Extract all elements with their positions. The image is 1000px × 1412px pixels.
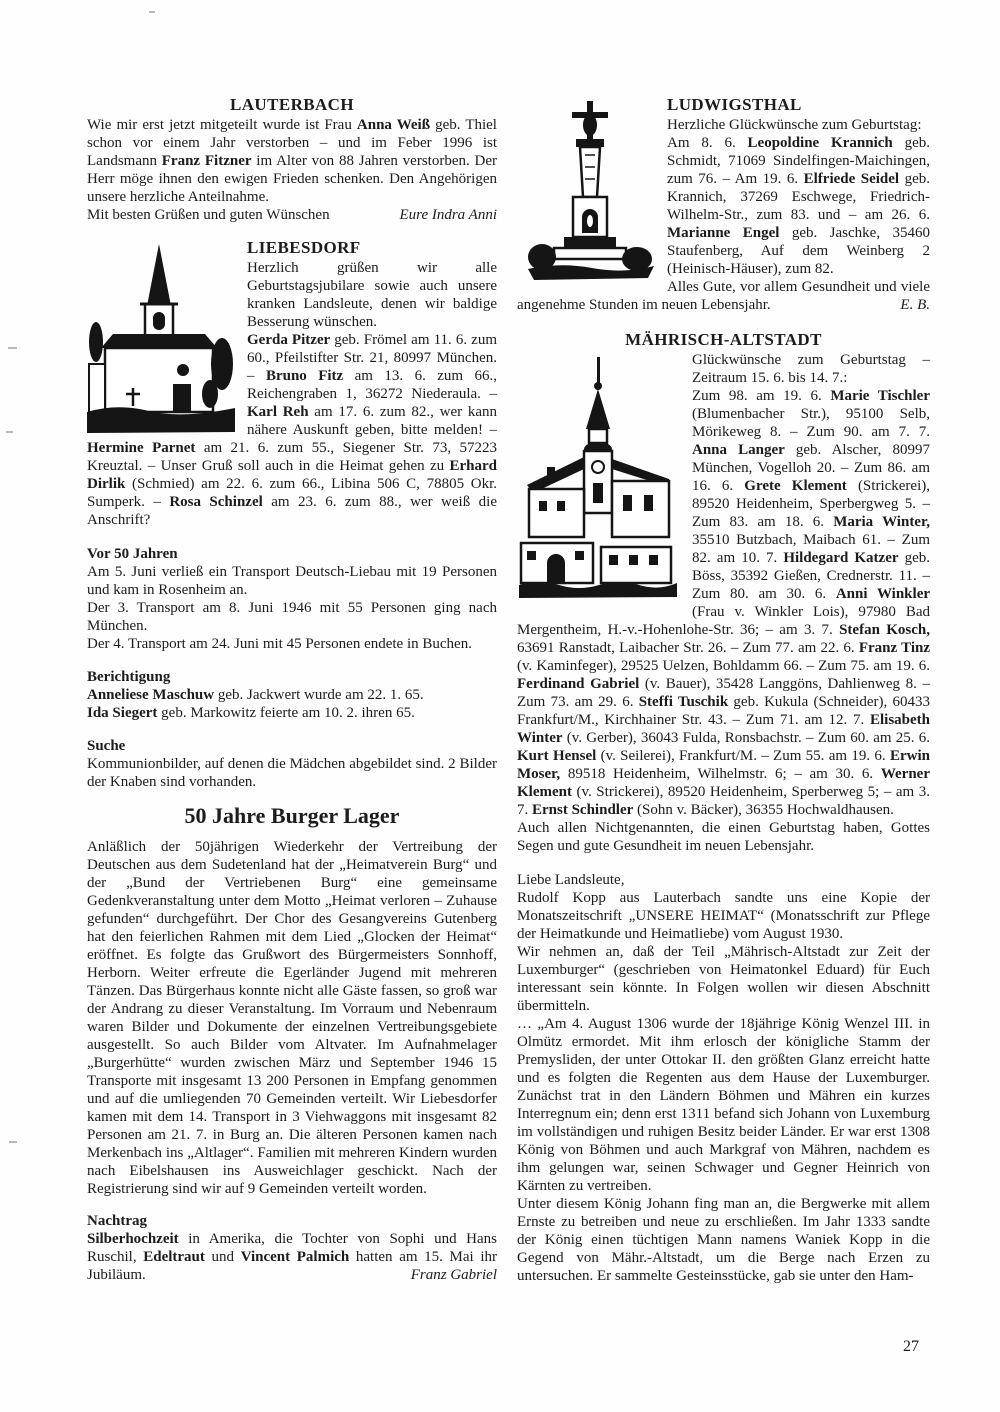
section-lauterbach [87, 95, 497, 224]
scan-speck [149, 11, 155, 13]
lauterbach-paragraph: Wie mir erst jetzt mitgeteilt wurde ist Frau Anna Weiß geb. Thiel schon vor einem Jahr verstorben – und im Feber 1996 ist Landsmann Franz Fitzner im Alter von 88 Jahren verstorben. Der Herr möge ihnen den ewigen Frieden schenken. Den Angehörigen unsere herzliche Anteilnahme. [87, 117, 497, 205]
transport-paragraph: Am 5. Juni verließ ein Transport Deutsch-Liebau mit 19 Personen und kam in Rosenheim an. [87, 564, 497, 598]
search-paragraph: Kommunionbilder, auf denen die Mädchen abgebildet sind. 2 Bilder der Knaben sind vorhanden. [87, 756, 497, 790]
ludwigsthal-intro: Herzliche Glückwünsche zum Geburtstag: [667, 117, 922, 133]
section-title-ludwigsthal: LUDWIGSTHAL [667, 95, 802, 114]
page-number: 27 [903, 1338, 919, 1355]
scan-speck [8, 347, 17, 349]
subhead-berichtigung: Berichtigung [87, 669, 171, 685]
ludwigsthal-closing: Alles Gute, vor allem Gesundheit und viele angenehme Stunden im neuen Lebensjahr. [517, 279, 930, 313]
history-paragraph: Unter diesem König Johann fing man an, die Bergwerke mit allem Ernste zu betreiben und neue zu erschließen. Im Jahr 1333 sandte der König einen tüchtigen Mann namens Waniek Kopp in die Gegend von Mähr.-Altstadt, um die Berge nach Erzen zu untersuchen. Er sammelte Gesteinsstücke, gab sie unter den Ham- [517, 1196, 930, 1284]
landsleute-paragraph: Wir nehmen an, daß der Teil „Mährisch-Altstadt zur Zeit der Luxemburger“ (geschrieben von Heimatonkel Eduard) für Euch interessant sein könnte. In Folgen wollen wir diesen Abschnitt übermitteln. [517, 944, 930, 1014]
signoff-author: Eure Indra Anni [399, 207, 497, 223]
section-ludwigsthal [517, 95, 930, 314]
signoff-text: Mit besten Grüßen und guten Wünschen [87, 207, 330, 223]
correction-line: Ida Siegert geb. Markowitz feierte am 10. 2. ihren 65. [87, 705, 415, 721]
history-paragraph: … „Am 4. August 1306 wurde der 18jährige König Wenzel III. in Olmütz ermordet. Mit ihm erlosch der königliche Stamm der Premysliden, der unter Ottokar II. den größten Glanz erreicht hatte und es folgten die Regenten aus dem Hause der Luxemburger. Zunächst trat in den Ländern Böhmen und Mähren ein kurzes Interregnum ein; denn erst 1311 befand sich Johann von Luxemburg im vollständigen und ruhigen Besitz beider Länder. Er war erst 1308 König von Böhmen und auch Markgraf von Mähren, nachdem es ihm gelungen war, seinen Schwager und Gegner Heinrich von Kärnten zu vertreiben. [517, 1016, 930, 1194]
correction-line: Anneliese Maschuw geb. Jackwert wurde am 22. 1. 65. [87, 687, 424, 703]
section-liebesdorf [87, 238, 497, 529]
section-nachtrag [87, 1212, 497, 1284]
landsleute-paragraph: Rudolf Kopp aus Lauterbach sandte uns eine Kopie der Monatszeitschrift „UNSERE HEIMAT“ (Monatsschrift zur Pflege der Heimatkunde und Heimatliebe) vom August 1930. [517, 890, 930, 942]
left-column [87, 95, 497, 1295]
altstadt-town-church-engraving-image [517, 355, 680, 603]
liebesdorf-birthday-list: Gerda Pitzer geb. Frömel am 11. 6. zum 60., Pfeilstifter Str. 21, 80997 München. – Bruno Fitz am 13. 6. zum 66., Reichengraben 1, 36272 Niederaula. – Karl Reh am 17. 6. zum 82., wer kann nähere Auskunft geben, bitte melden! – Hermine Parnet am 21. 6. zum 55., Siegener Str. 73, 57223 Kreuztal. – Unser Gruß soll auch in die Heimat gehen zu Erhard Dirlik (Schmied) am 22. 6. zum 66., Libina 506 C, 78805 Okr. Sumperk. – Rosa Schinzel am 23. 6. zum 88., wer weiß die Anschrift? [87, 332, 497, 528]
section-title-lauterbach: LAUTERBACH [230, 95, 354, 114]
transport-paragraph: Der 3. Transport am 8. Juni 1946 mit 55 Personen ging nach München. [87, 600, 497, 634]
author-signature: Franz Gabriel [410, 1267, 497, 1283]
right-column [517, 95, 930, 1296]
section-landsleute [517, 871, 930, 1285]
scan-speck [6, 431, 13, 433]
section-burger-lager [87, 803, 497, 1198]
liebesdorf-church-engraving-image [87, 242, 235, 434]
subhead-nachtrag: Nachtrag [87, 1213, 147, 1229]
lauterbach-signoff [87, 206, 497, 224]
section-suche [87, 737, 497, 791]
author-signature: E. B. [900, 297, 930, 313]
headline-burger-lager: 50 Jahre Burger Lager [184, 803, 400, 828]
ludwigsthal-birthday-list: Am 8. 6. Leopoldine Krannich geb. Schmidt, 71069 Sindelfingen-Maichingen, zum 76. – Am 19. 6. Elfriede Seidel geb. Krannich, 37269 Eschwege, Friedrich-Wilhelm-Str., zum 83. und – am 26. 6. Marianne Engel geb. Jaschke, 35460 Staufenberg, Auf dem Weinberg 2 (Heinisch-Häuser), zum 82. [667, 135, 930, 277]
altstadt-intro: Glückwünsche zum Geburtstag – Zeitraum 15. 6. bis 14. 7.: [692, 352, 930, 386]
subhead-suche: Suche [87, 738, 126, 754]
altstadt-birthday-list: Zum 98. am 19. 6. Marie Tischler (Blumenbacher Str.), 95100 Selb, Mörikeweg 8. – Zum 90. am 7. 7. Anna Langer geb. Alscher, 80997 München, Vogelloh 20. – Zum 86. am 16. 6. Grete Klement (Strickerei), 89520 Heidenheim, Sperbergweg 5. – Zum 83. am 18. 6. Maria Winter, 35510 Butzbach, Maibach 61. – Zum 82. am 10. 7. Hildegard Katzer geb. Böss, 35392 Gießen, Crednerstr. 11. – Zum 80. am 30. 6. Anni Winkler (Frau v. Winkler Lois), 97980 Bad Mergentheim, H.-v.-Hohenlohe-Str. 36; – am 3. 7. Stefan Kosch, 63691 Ranstadt, Laibacher Str. 26. – Zum 77. am 22. 6. Franz Tinz (v. Kaminfeger), 29525 Uelzen, Bohldamm 66. – Zum 75. am 19. 6. Ferdinand Gabriel (v. Bauer), 35428 Langgöns, Dahlienweg 8. – Zum 73. am 29. 6. Steffi Tuschik geb. Kukula (Schneider), 60433 Frankfurt/M., Kirchhainer Str. 43. – Zum 71. am 12. 7. Elisabeth Winter (v. Gerber), 36043 Fulda, Ronsbachstr. – Zum 60. am 25. 6. Kurt Hensel (v. Seilerei), Frankfurt/M. – Zum 55. am 19. 6. Erwin Moser, 89518 Heidenheim, Wilhelmstr. 6; – am 30. 6. Werner Klement (v. Strickerei), 89520 Heidenheim, Sperberweg 5; – am 3. 7. Ernst Schindler (Sohn v. Bäcker), 36355 Hochwaldhausen. [517, 388, 931, 818]
ludwigsthal-monument-engraving-image [525, 97, 657, 285]
section-berichtigung [87, 668, 497, 722]
subhead-vor-50-jahren: Vor 50 Jahren [87, 546, 178, 562]
burger-lager-paragraph: Anläßlich der 50jährigen Wiederkehr der Vertreibung der Deutschen aus dem Sudetenland hat der „Heimatverein Burg“ und der „Bund der Vertriebenen Burg“ eine gemeinsame Gedenkveranstaltung unter dem Motto „Heimat verloren – Zuhause gefunden“ durchgeführt. Der Chor des Gesangvereins Gutenberg hat den feierlichen Rahmen mit dem Lied „Glocken der Heimat“ eröffnet. Es folgte das Grußwort des Bürgermeisters Sonnhoff, Herborn. Weiter erfreute die Egerländer Jugend mit mehreren Tänzen. Das Bürgerhaus konnte nicht alle Gäste fassen, so groß war der Andrang zu dieser Veranstaltung. Im Vorraum und Nebenraum waren Bilder und Dokumente der einzelnen Vertreibungsgebiete ausgestellt. So auch Bilder vom Altvater. Im Aufnahmelager „Burgerhütte“ wurden zwischen März und September 1946 15 Transporte mit insgesamt 13 200 Personen in Empfang genommen und auf die umliegenden 70 Gemeinden verteilt. Wir Liebesdorfer kamen mit dem 14. Transport in 3 Viehwaggons mit insgesamt 82 Personen am 21. 7. in Burg an. Die älteren Personen kamen nach Merkenbach ins „Altlager“. Familien mit mehreren Kindern wurden nach Eibelshausen ins Ausweichlager geschickt. Nach der Registrierung sind wir auf 9 Gemeinden verteilt worden. [87, 839, 497, 1197]
section-title-maehrisch-altstadt: MÄHRISCH-ALTSTADT [625, 330, 822, 349]
section-vor-50-jahren [87, 545, 497, 653]
nachtrag-paragraph: Silberhochzeit in Amerika, die Tochter von Sophi und Hans Ruschil, Edeltraut und Vincent Palmich hatten am 15. Mai ihr Jubiläum. [87, 1231, 498, 1283]
salutation: Liebe Landsleute, [517, 872, 625, 888]
section-title-liebesdorf: LIEBESDORF [247, 238, 361, 257]
section-maehrisch-altstadt [517, 330, 930, 855]
liebesdorf-intro: Herzlich grüßen wir alle Geburtstagsjubilare sowie auch unsere kranken Landsleute, denen wir baldige Besserung wünschen. [247, 260, 497, 330]
scan-speck [9, 1141, 17, 1143]
altstadt-closing: Auch allen Nichtgenannten, die einen Geburtstag haben, Gottes Segen und gute Gesundheit im neuen Lebensjahr. [517, 820, 930, 854]
transport-paragraph: Der 4. Transport am 24. Juni mit 45 Personen endete in Buchen. [87, 636, 472, 652]
